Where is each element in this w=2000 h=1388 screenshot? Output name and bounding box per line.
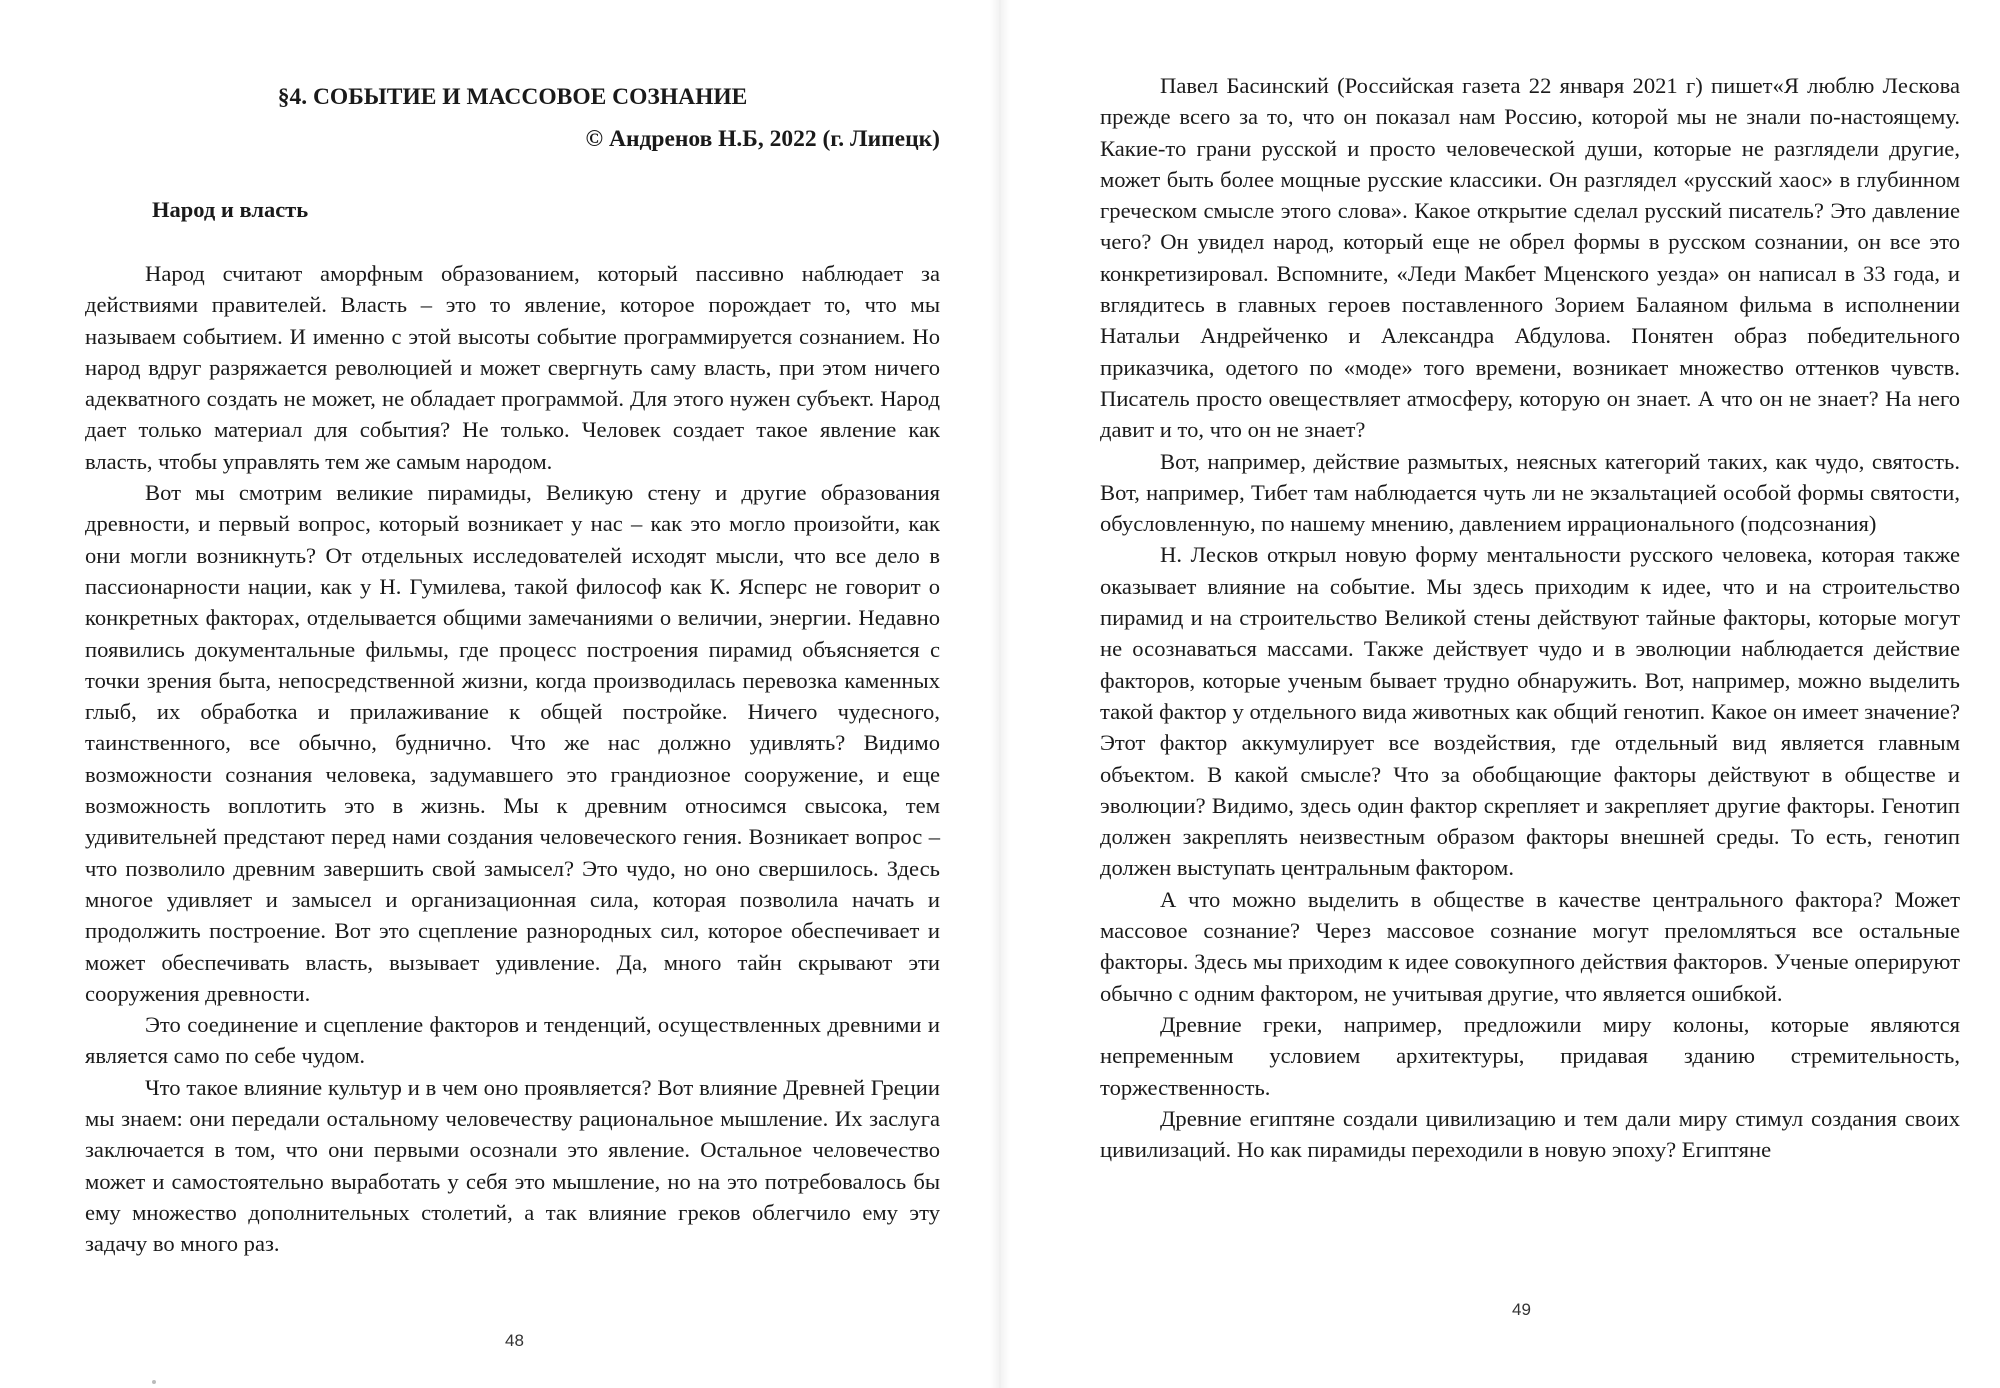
chapter-title: §4. СОБЫТИЕ И МАССОВОЕ СОЗНАНИЕ bbox=[277, 84, 748, 110]
right-body-text bbox=[1100, 70, 1960, 1165]
scan-speck bbox=[152, 1380, 156, 1384]
paragraph: Вот мы смотрим великие пирамиды, Великую стену и другие образования древности, и первый вопрос, который возникает у нас – как это могло произойти, как они могли возникнуть? От отдельных исследователей исходят мысли, что все дело в пассионарности нации, как у Н. Гумилева, такой философ как К. Ясперс не говорит о конкретных факторах, отделывается общими замечаниями о величии, энергии. Недавно появились документальные фильмы, где процесс построения пирамид объясняется с точки зрения быта, непосредственной жизни, когда производилась перевозка каменных глыб, их обработка и прилаживание к общей постройке. Ничего чудесного, таинственного, все обычно, буднично. Что же нас должно удивлять? Видимо возможности сознания человека, задумавшего это грандиозное сооружение, и еще возможность воплотить это в жизнь. Мы к древним относимся свысока, тем удивительней предстают перед нами создания человеческого гения. Возникает вопрос – что позволило древним завершить свой замысел? Это чудо, но оно свершилось. Здесь многое удивляет и замысел и организационная сила, которая позволила начать и продолжить построение. Вот это сцепление разнородных сил, которое обеспечивает и может обеспечивать власть, вызывает удивление. Да, много тайн скрывают эти сооружения древности. bbox=[85, 480, 940, 1006]
section-title: Народ и власть bbox=[152, 197, 309, 222]
page-number: 48 bbox=[505, 1331, 524, 1350]
paragraph: Павел Басинский (Российская газета 22 января 2021 г) пишет«Я люблю Лескова прежде всего за то, что он показал нам Россию, которой мы не знали по-настоящему. Какие-то грани русской и просто человеческой души, которые не разглядели другие, может быть более мощные русские классики. Он разглядел «русский хаос» в глубинном греческом смысле этого слова». Какое открытие сделал русский писатель? Это давление чего? Он увидел народ, который еще не обрел формы в русском сознании, он все это конкретизировал. Вспомните, «Леди Макбет Мценского уезда» он написал в 33 года, и вглядитесь в главных героев поставленного Зорием Балаяном фильма в исполнении Натальи Андрейченко и Александра Абдулова. Понятен образ победительного приказчика, одетого по «моде» того времени, возникает множество оттенков чувств. Писатель просто овеществляет атмосферу, которую он знает. А что он не знает? На него давит и то, что он не знает? bbox=[1100, 73, 1960, 443]
paragraph: Это соединение и сцепление факторов и тенденций, осуществленных древними и является само по себе чудом. bbox=[85, 1012, 940, 1069]
paragraph: А что можно выделить в обществе в качестве центрального фактора? Может массовое сознание? Через массовое сознание могут преломляться все остальные факторы. Здесь мы приходим к идее совокупного действия факторов. Ученые оперируют обычно с одним фактором, не учитывая другие, что является ошибкой. bbox=[1100, 886, 1960, 1006]
author-line: © Андренов Н.Б, 2022 (г. Липецк) bbox=[585, 126, 940, 152]
right-page bbox=[1000, 0, 2000, 1388]
left-body-text bbox=[85, 258, 940, 1260]
paragraph: Древние греки, например, предложили миру колоны, которые являются непременным условием архитектуры, придавая зданию стремительность, торжественность. bbox=[1100, 1011, 1960, 1100]
paragraph: Вот, например, действие размытых, неясных категорий таких, как чудо, святость. Вот, например, Тибет там наблюдается чуть ли не экзальтацией особой формы святости, обусловленную, по нашему мнению, давлением иррационального (подсознания) bbox=[1100, 448, 1960, 537]
paragraph: Древние египтяне создали цивилизацию и тем дали миру стимул создания своих цивилизаций. Но как пирамиды переходили в новую эпоху? Египтяне bbox=[1100, 1105, 1960, 1163]
paragraph: Н. Лесков открыл новую форму ментальности русского человека, которая также оказывает влияние на событие. Мы здесь приходим к идее, что и на строительство пирамид и на строительство Великой стены действуют тайные факторы, которые могут не осознаваться массами. Также действует чудо и в эволюции наблюдается действие факторов, которые ученым бывает трудно обнаружить. Вот, например, можно выделить такой фактор у отдельного вида животных как общий генотип. Какое он имеет значение? Этот фактор аккумулирует все воздействия, где отдельный вид является главным объектом. В какой смысле? Что за обобщающие факторы действуют в обществе и эволюции? Видимо, здесь один фактор скрепляет и закрепляет другие факторы. Генотип должен закреплять неизвестным образом факторы внешней среды. То есть, генотип должен выступать центральным фактором. bbox=[1100, 542, 1960, 881]
paragraph: Народ считают аморфным образованием, который пассивно наблюдает за действиями правителей. Власть – это то явление, которое порождает то, что мы называем событием. И именно с этой высоты событие программируется сознанием. Но народ вдруг разряжается революцией и может свергнуть саму власть, при этом ничего адекватного создать не может, не обладает программой. Для этого нужен субъект. Народ дает только материал для события? Не только. Человек создает такое явление как власть, чтобы управлять тем же самым народом. bbox=[85, 261, 940, 474]
paragraph: Что такое влияние культур и в чем оно проявляется? Вот влияние Древней Греции мы знаем: они передали остальному человечеству рациональное мышление. Их заслуга заключается в том, что они первыми осознали это явление. Остальное человечество может и самостоятельно выработать у себя это мышление, но на это потребовалось бы ему множество дополнительных столетий, а так влияние греков облегчило ему эту задачу во много раз. bbox=[85, 1074, 940, 1257]
page-number: 49 bbox=[1512, 1300, 1531, 1319]
